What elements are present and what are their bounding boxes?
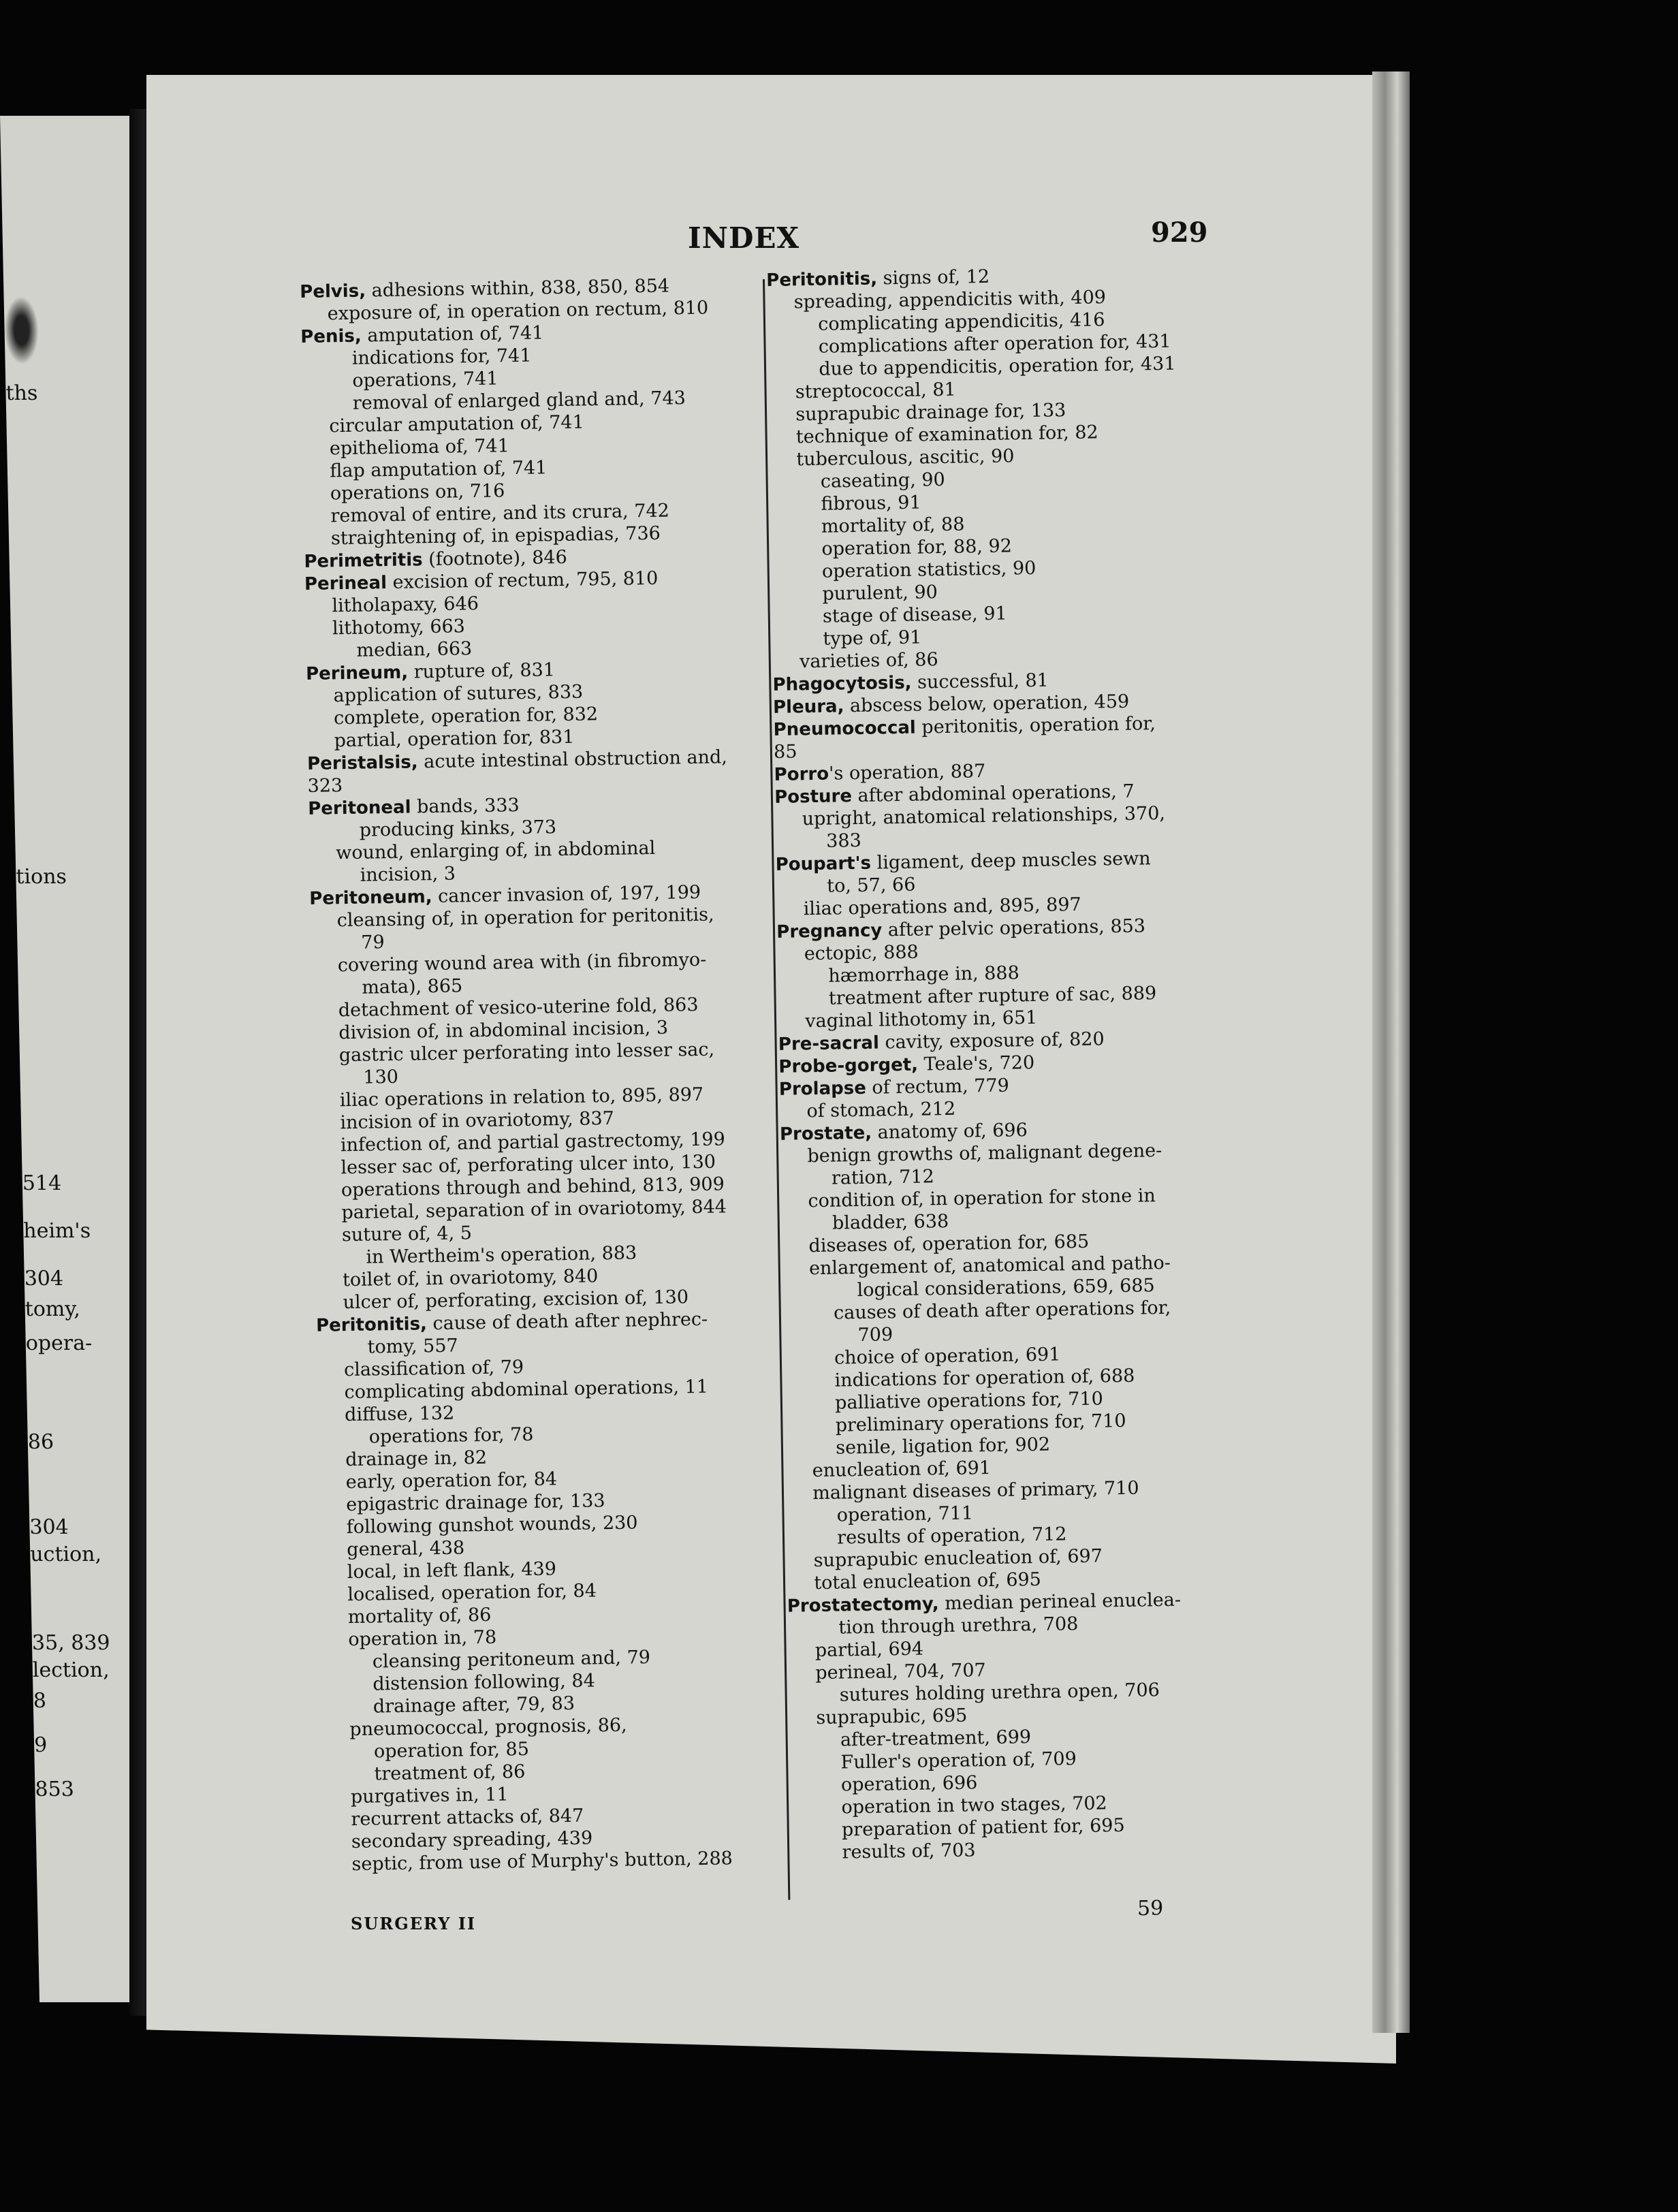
index-text: senile, ligation for, 902	[835, 1434, 1051, 1459]
index-text: streptococcal, 81	[795, 379, 956, 403]
index-text: operation, 711	[836, 1502, 974, 1526]
index-heading: Perineal	[304, 573, 387, 595]
index-text: type of, 91	[823, 627, 922, 650]
index-text: vaginal lithotomy in, 651	[805, 1007, 1038, 1032]
index-text: indications for, 741	[351, 345, 532, 369]
previous-page-fragment: ths	[5, 381, 38, 405]
index-text: local, in left flank, 439	[347, 1558, 557, 1583]
index-heading: Prostate,	[779, 1122, 872, 1145]
index-text: bands, 333	[411, 795, 520, 818]
index-heading: Perineum,	[305, 662, 409, 684]
index-text: flap amputation of, 741	[330, 457, 548, 482]
index-text: choice of operation, 691	[834, 1344, 1061, 1369]
index-text: results of, 703	[842, 1839, 976, 1863]
index-text: mortality of, 88	[821, 514, 965, 537]
index-text: operation for, 88, 92	[821, 535, 1013, 560]
index-text: producing kinks, 373	[359, 817, 557, 841]
index-text: partial, 694	[814, 1638, 924, 1662]
index-heading: Peritoneal	[307, 797, 411, 819]
index-text: caseating, 90	[820, 469, 945, 492]
index-text: operations on, 716	[330, 480, 505, 505]
previous-page-fragment: 304	[24, 1267, 64, 1291]
index-text: due to appendicitis, operation for, 431	[819, 353, 1176, 380]
index-text: operation, 696	[840, 1772, 978, 1796]
index-text: suture of, 4, 5	[341, 1222, 473, 1246]
index-text: to, 57, 66	[827, 874, 916, 897]
index-text: incision, 3	[360, 863, 456, 886]
index-heading: Penis,	[300, 326, 362, 347]
index-text: preliminary operations for, 710	[835, 1410, 1126, 1436]
index-text: detachment of vesico-uterine fold, 863	[338, 994, 699, 1022]
index-heading: Pelvis,	[300, 281, 366, 302]
index-text: operation in two stages, 702	[841, 1792, 1107, 1818]
previous-page-fragment: 853	[35, 1778, 75, 1801]
index-heading: Peritonitis,	[315, 1314, 428, 1336]
index-text: drainage after, 79, 83	[373, 1692, 575, 1718]
index-text: purgatives in, 11	[350, 1784, 509, 1808]
index-text: stage of disease, 91	[822, 603, 1007, 627]
page-edge	[1372, 72, 1410, 2033]
index-text: general, 438	[347, 1537, 465, 1561]
index-text: classification of, 79	[343, 1357, 524, 1381]
index-text: straightening of, in epispadias, 736	[330, 522, 661, 550]
index-heading: Pre-sacral	[778, 1032, 880, 1055]
index-text: complete, operation for, 832	[333, 704, 599, 729]
index-text: cause of death after nephrec-	[426, 1308, 708, 1335]
index-text: 709	[857, 1324, 893, 1346]
index-text: distension following, 84	[373, 1670, 596, 1695]
index-text: tomy, 557	[367, 1335, 458, 1358]
index-text: of rectum, 779	[866, 1075, 1010, 1099]
index-text: upright, anatomical relationships, 370,	[802, 802, 1166, 830]
index-text: litholapaxy, 646	[332, 592, 479, 617]
previous-page-fragment: tions	[16, 865, 67, 889]
index-text: 79	[361, 932, 385, 953]
index-text: recurrent attacks of, 847	[351, 1805, 584, 1831]
index-text: cavity, exposure of, 820	[878, 1028, 1105, 1054]
index-text: successful, 81	[911, 669, 1049, 693]
previous-page-fragment: opera-	[25, 1331, 93, 1355]
index-text: Teale's, 720	[917, 1052, 1035, 1075]
index-text: after pelvic operations, 853	[882, 915, 1146, 941]
index-text: diseases of, operation for, 685	[808, 1231, 1090, 1257]
index-text: median, 663	[356, 638, 473, 661]
index-text: ectopic, 888	[804, 941, 919, 965]
index-text: lesser sac of, perforating ulcer into, 130	[341, 1151, 716, 1179]
index-text: preparation of patient for, 695	[841, 1815, 1125, 1841]
index-text: cancer invasion of, 197, 199	[432, 881, 701, 908]
previous-page-fragment: 35, 839	[31, 1631, 110, 1655]
index-text: operations, 741	[352, 368, 498, 392]
index-heading: Peristalsis,	[306, 752, 418, 774]
index-text: drainage in, 82	[345, 1447, 488, 1471]
index-text: hæmorrhage in, 888	[828, 962, 1020, 987]
index-heading: Prostatectomy,	[787, 1594, 939, 1617]
index-text: benign growths of, malignant degene-	[807, 1140, 1162, 1167]
index-text: technique of examination for, 82	[795, 422, 1098, 448]
index-heading: Pregnancy	[776, 920, 883, 943]
index-text: wound, enlarging of, in abdominal	[335, 837, 656, 864]
index-text: suprapubic drainage for, 133	[795, 400, 1066, 426]
page-number: 929	[1151, 217, 1208, 249]
previous-page-fragment: lection,	[32, 1658, 110, 1682]
index-text: cleansing of, in operation for peritonitis,	[336, 904, 714, 932]
index-text: operation in, 78	[348, 1626, 497, 1651]
index-text: 's operation, 887	[828, 761, 986, 785]
previous-page-fragment: tomy,	[25, 1297, 81, 1321]
index-text: in Wertheim's operation, 883	[366, 1242, 637, 1268]
index-text: ulcer of, perforating, excision of, 130	[343, 1286, 689, 1314]
index-heading: Prolapse	[778, 1077, 867, 1100]
index-heading: Probe-gorget,	[778, 1054, 919, 1077]
index-heading: Porro	[774, 763, 829, 785]
index-text: gastric ulcer perforating into lesser sac,	[338, 1039, 715, 1066]
index-text: pneumococcal, prognosis, 86,	[349, 1714, 627, 1741]
index-text: treatment after rupture of sac, 889	[828, 983, 1157, 1009]
previous-page-fragment: 304	[29, 1515, 69, 1539]
index-heading: Pneumococcal	[773, 717, 917, 740]
index-text: complicating abdominal operations, 11	[344, 1376, 709, 1404]
index-text: iliac operations and, 895, 897	[803, 894, 1081, 920]
index-text: early, operation for, 84	[345, 1468, 558, 1494]
index-text: malignant diseases of primary, 710	[812, 1477, 1139, 1504]
index-text: complicating appendicitis, 416	[818, 309, 1105, 335]
index-text: complications after operation for, 431	[818, 330, 1171, 358]
index-text: operation for, 85	[373, 1738, 530, 1763]
index-text: condition of, in operation for stone in	[808, 1185, 1156, 1212]
index-text: covering wound area with (in fibromyo-	[337, 949, 707, 977]
index-text: indications for operation of, 688	[834, 1365, 1135, 1391]
index-text: epithelioma of, 741	[329, 435, 510, 460]
index-text: fibrous, 91	[821, 492, 921, 515]
index-text: logical considerations, 659, 685	[857, 1275, 1155, 1301]
index-heading: Posture	[774, 786, 853, 808]
index-text: exposure of, in operation on rectum, 810	[327, 297, 709, 325]
index-text: 85	[773, 741, 797, 763]
index-text: anatomy of, 696	[871, 1120, 1028, 1143]
index-text: amputation of, 741	[361, 322, 544, 347]
index-text: peritonitis, operation for,	[915, 713, 1156, 738]
index-text: results of operation, 712	[837, 1523, 1067, 1549]
index-text: operations for, 78	[368, 1423, 534, 1448]
index-text: mata), 865	[362, 975, 463, 998]
ink-blot	[4, 296, 39, 364]
index-text: toilet of, in ovariotomy, 840	[342, 1265, 599, 1291]
index-text: septic, from use of Murphy's button, 288	[351, 1848, 733, 1876]
index-text: 323	[307, 775, 343, 797]
index-text: abscess below, operation, 459	[844, 691, 1130, 717]
index-text: enucleation of, 691	[812, 1457, 992, 1482]
index-text: excision of rectum, 795, 810	[386, 567, 659, 594]
index-text: ligament, deep muscles sewn	[870, 848, 1151, 874]
index-text: bladder, 638	[832, 1210, 949, 1234]
signature-mark: SURGERY II	[351, 1914, 477, 1933]
index-text: operation statistics, 90	[821, 557, 1036, 582]
index-text: after abdominal operations, 7	[851, 780, 1135, 807]
index-text: following gunshot wounds, 230	[346, 1512, 638, 1538]
index-text: causes of death after operations for,	[833, 1297, 1171, 1324]
index-text: removal of enlarged gland and, 743	[352, 388, 686, 414]
index-text: treatment of, 86	[374, 1761, 526, 1785]
index-text: localised, operation for, 84	[347, 1580, 597, 1606]
index-text: lithotomy, 663	[332, 616, 466, 639]
index-heading: Perimetritis	[304, 550, 423, 572]
index-text: epigastric drainage for, 133	[346, 1490, 605, 1516]
index-text: partial, operation for, 831	[334, 726, 575, 752]
index-heading: Peritoneum,	[309, 887, 432, 909]
index-text: secondary spreading, 439	[351, 1827, 593, 1853]
index-text: perineal, 704, 707	[815, 1660, 986, 1684]
index-text: diffuse, 132	[344, 1402, 455, 1426]
index-text: adhesions within, 838, 850, 854	[365, 275, 670, 302]
index-text: mortality of, 86	[347, 1604, 492, 1628]
index-text: signs of, 12	[876, 266, 990, 289]
index-text: median perineal enuclea-	[938, 1589, 1182, 1615]
index-text: parietal, separation of in ovariotomy, 844	[341, 1196, 727, 1224]
index-text: 130	[363, 1066, 399, 1088]
index-text: sutures holding urethra open, 706	[839, 1679, 1160, 1706]
index-text: division of, in abdominal incision, 3	[338, 1017, 669, 1044]
index-text: of stomach, 212	[806, 1098, 956, 1122]
previous-page-fragment: 9	[33, 1733, 48, 1757]
index-text: tion through urethra, 708	[838, 1613, 1079, 1639]
index-text: varieties of, 86	[799, 649, 938, 673]
index-text: purulent, 90	[822, 582, 938, 605]
index-column-right	[766, 262, 1282, 1865]
index-text: operations through and behind, 813, 909	[341, 1173, 725, 1201]
index-text: cleansing peritoneum and, 79	[372, 1647, 651, 1673]
index-text: suprapubic enucleation of, 697	[813, 1545, 1103, 1572]
index-text: (footnote), 846	[422, 546, 568, 571]
previous-page-fragment: heim's	[22, 1219, 91, 1243]
index-text: removal of entire, and its crura, 742	[330, 500, 670, 527]
index-text: acute intestinal obstruction and,	[417, 746, 728, 773]
index-text: iliac operations in relation to, 895, 897	[339, 1084, 704, 1111]
index-text: rupture of, 831	[407, 659, 556, 683]
previous-page-fragment: 514	[22, 1171, 62, 1195]
index-text: tuberculous, ascitic, 90	[796, 445, 1015, 471]
index-text: after-treatment, 699	[840, 1726, 1032, 1751]
running-head: INDEX	[688, 221, 800, 255]
index-text: 383	[825, 830, 861, 852]
index-text: ration, 712	[831, 1166, 935, 1189]
previous-page-fragment: 8	[33, 1689, 47, 1713]
index-text: enlargement of, anatomical and patho-	[808, 1252, 1171, 1280]
signature-number: 59	[1137, 1897, 1164, 1921]
index-heading: Poupart's	[775, 853, 872, 875]
index-heading: Pleura,	[772, 696, 844, 718]
index-text: suprapubic, 695	[816, 1705, 968, 1729]
index-text: spreading, appendicitis with, 409	[793, 287, 1107, 313]
index-text: Fuller's operation of, 709	[840, 1748, 1077, 1773]
index-text: circular amputation of, 741	[329, 411, 584, 437]
previous-page-fragment: 86	[27, 1430, 54, 1454]
index-heading: Peritonitis,	[766, 268, 878, 291]
index-text: palliative operations for, 710	[834, 1388, 1104, 1414]
previous-page-fragment: uction,	[29, 1543, 102, 1566]
index-text: application of sutures, 833	[333, 681, 584, 707]
index-text: incision of in ovariotomy, 837	[340, 1107, 615, 1134]
index-text: total enucleation of, 695	[814, 1568, 1042, 1594]
index-text: infection of, and partial gastrectomy, 199	[340, 1128, 726, 1156]
index-column-left	[300, 273, 815, 1876]
index-heading: Phagocytosis,	[772, 672, 912, 695]
